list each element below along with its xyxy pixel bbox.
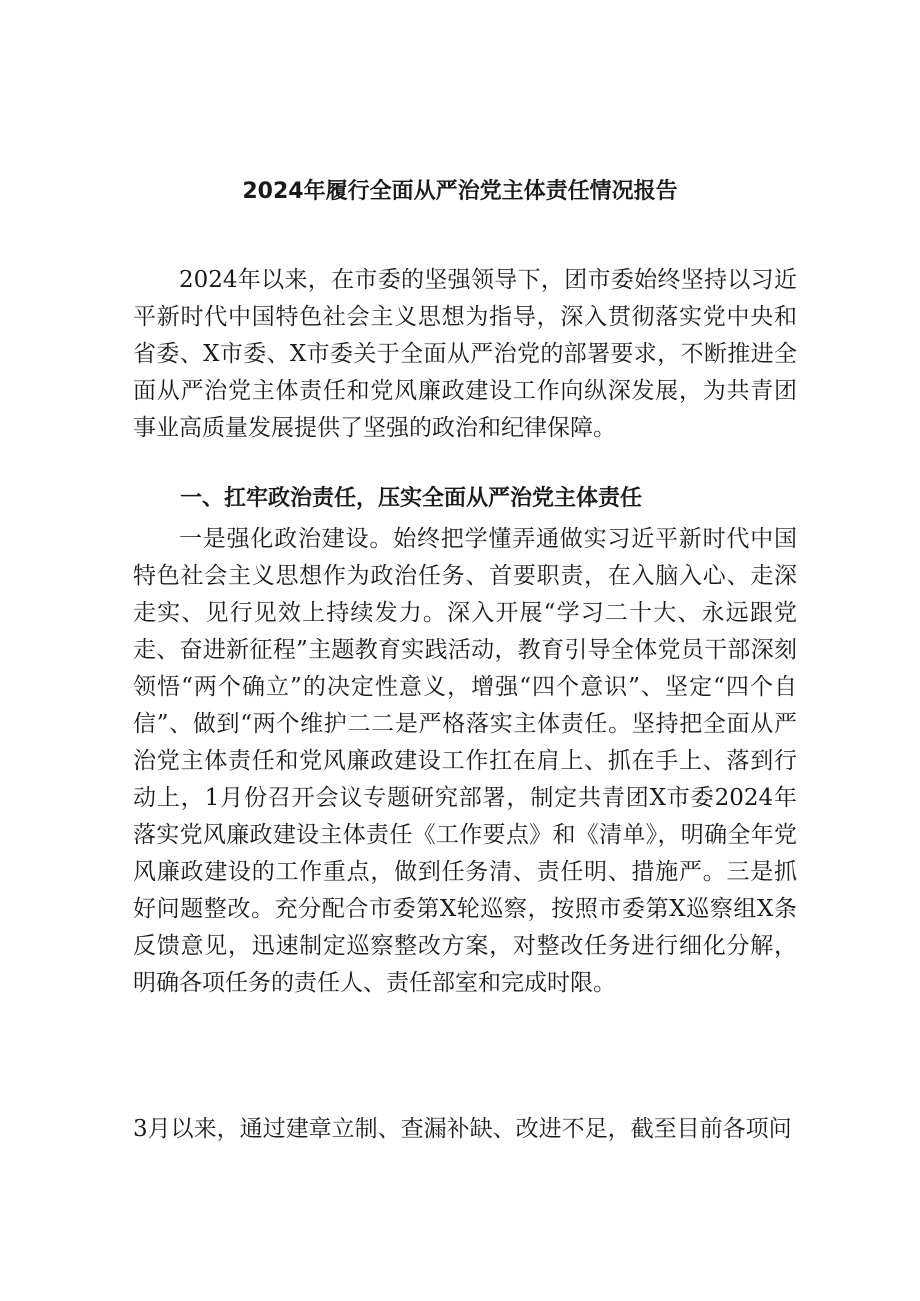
section-1-paragraph: 一是强化政治建设。始终把学懂弄通做实习近平新时代中国特色社会主义思想作为政治任务、首要职责，在入脑入心、走深走实、见行见效上持续发力。深入开展“学习二十大、永远跟党走、奋进新征程”主题教育实践活动，教育引导全体党员干部深刻领悟“两个确立”的决定性意义，增强“四个意识”、坚定“四个自信”、做到“两个维护二二是严格落实主体责任。坚持把全面从严治党主体责任和党风廉政建设工作扛在肩上、抓在手上、落到行动上，1月份召开会议专题研究部署，制定共青团X市委2024年落实党风廉政建设主体责任《工作要点》和《清单》，明确全年党风廉政建设的工作重点，做到任务清、责任明、措施严。三是抓好问题整改。充分配合市委第X轮巡察，按照市委第X巡察组X条反馈意见，迅速制定巡察整改方案，对整改任务进行细化分解，明确各项任务的责任人、责任部室和完成时限。 — [133, 526, 797, 996]
section-heading-1: 一、扛牢政治责任，压实全面从严治党主体责任 — [180, 486, 643, 511]
intro-paragraph: 2024年以来，在市委的坚强领导下，团市委始终坚持以习近平新时代中国特色社会主义思想为指导，深入贯彻落实党中央和省委、X市委、X市委关于全面从严治党的部署要求，不断推进全面从严治党主体责任和党风廉政建设工作向纵深发展，为共青团事业高质量发展提供了坚强的政治和纪律保障。 — [133, 267, 797, 441]
continued-paragraph: 3月以来，通过建章立制、查漏补缺、改进不足，截至目前各项问 — [133, 1116, 792, 1142]
document-title: 2024年履行全面从严治党主体责任情况报告 — [242, 179, 678, 204]
